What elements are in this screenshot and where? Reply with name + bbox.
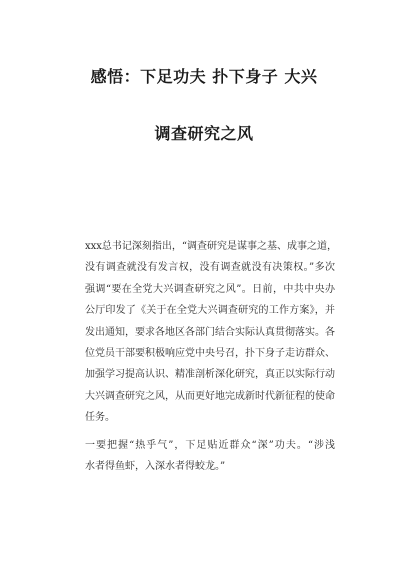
- paragraph-line: 水者得鱼虾，入深水者得蛟龙。”: [85, 461, 226, 473]
- paragraph-line: 大兴调查研究之风，从而更好地完成新时代新征程的使命: [85, 390, 335, 402]
- body-paragraph-1: [85, 236, 338, 429]
- paragraph-line: 任务。: [85, 412, 115, 424]
- paragraph-line: 位党员干部要积极响应党中央号召，扑下身子走访群众、: [85, 348, 335, 360]
- body-paragraph-2: [85, 435, 335, 478]
- document-title-line-2: 调查研究之风: [154, 124, 254, 143]
- paragraph-line: 一要把握“热乎气”，下足贴近群众“深”功夫。“涉浅: [85, 440, 335, 451]
- paragraph-line: 强调“要在全党大兴调查研究之风”。日前，中共中央办: [85, 283, 335, 295]
- paragraph-line: 加强学习提高认识、精准剖析深化研究，真正以实际行动: [85, 369, 335, 381]
- paragraph-line: 没有调查就没有发言权，没有调查就没有决策权。”多次: [85, 262, 335, 274]
- paragraph-line: 公厅印发了《关于在全党大兴调查研究的工作方案》，并: [85, 305, 335, 317]
- paragraph-line: 发出通知，要求各地区各部门结合实际认真贯彻落实。各: [85, 326, 335, 338]
- paragraph-line: xxx总书记深刻指出，“调查研究是谋事之基、成事之道，: [85, 241, 338, 252]
- document-title-line-1: 感悟：下足功夫 扑下身子 大兴: [90, 67, 318, 86]
